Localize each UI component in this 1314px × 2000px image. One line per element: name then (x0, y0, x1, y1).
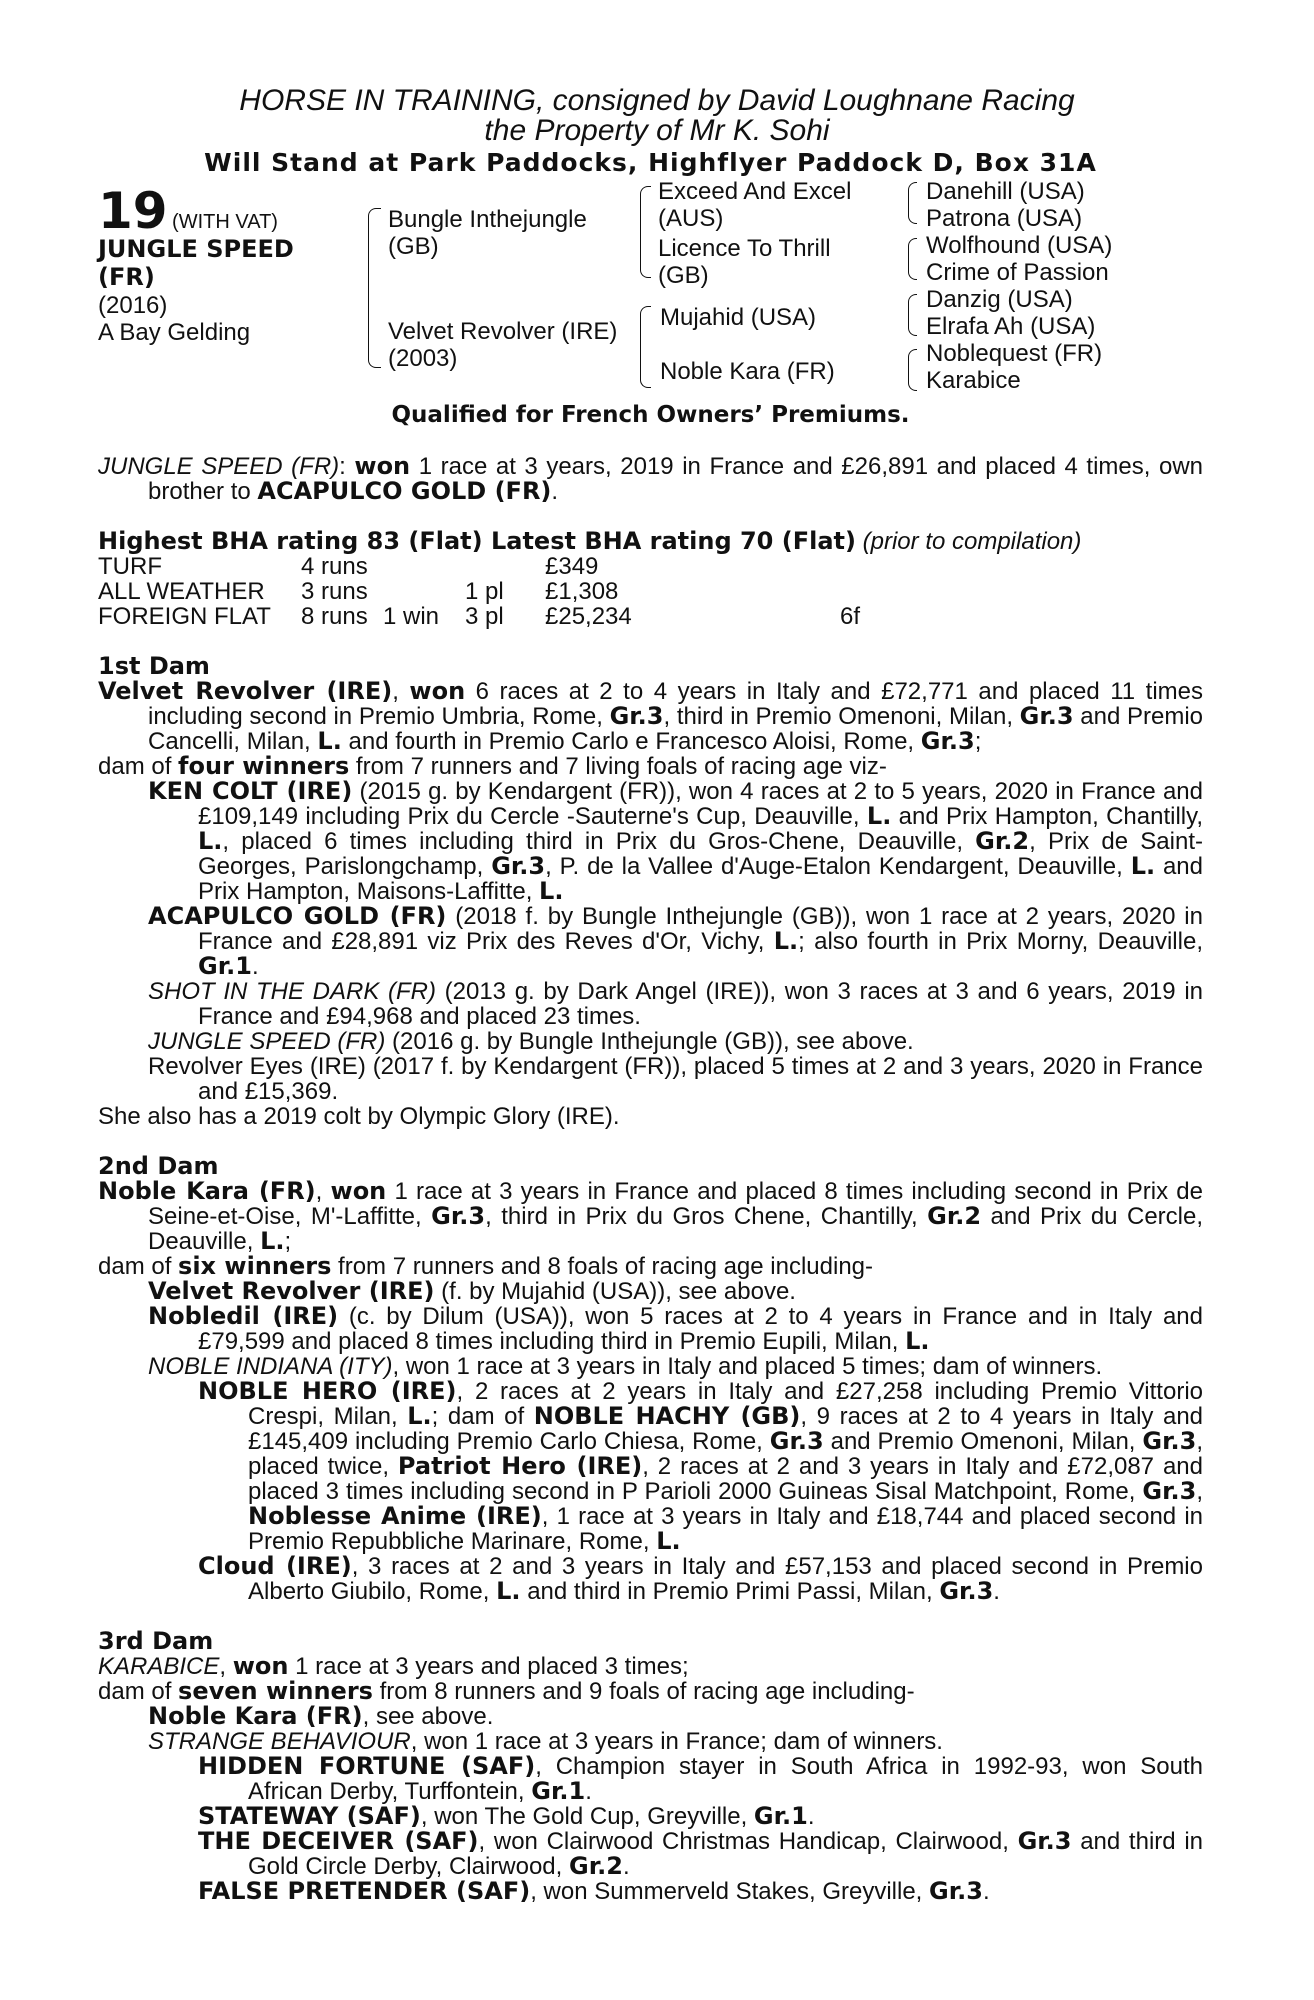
page-title-line1: HORSE IN TRAINING, consigned by David Loughnane Racing (239, 84, 1075, 117)
race-record-table (98, 554, 860, 629)
sire-sire-origin: (AUS) (658, 205, 724, 232)
produce-entry: Nobledil (IRE) (c. by Dilum (USA)), won 5 races at 2 to 4 years in France and in Italy and £79,599 and placed 8 times including third in Premio Eupili, Milan, L. (148, 1302, 1203, 1355)
pedigree-gen3 (926, 178, 1112, 394)
third-dam-record: KARABICE, won 1 race at 3 years and placed 3 times; (98, 1652, 689, 1680)
race-record-row: FOREIGN FLAT 8 runs 1 win 3 pl £25,234 6f (98, 603, 861, 630)
grand-produce-entry: HIDDEN FORTUNE (SAF), Champion stayer in South Africa in 1992-93, won South African Derby, Turffontein, Gr.1. (198, 1752, 1204, 1805)
gen3-3: Wolfhound (USA) (926, 232, 1113, 259)
stand-location: Will Stand at Park Paddocks, Highflyer Paddock D, Box 31A (204, 148, 1097, 177)
sire-name: Bungle Inthejungle (388, 206, 587, 233)
gen3-4: Crime of Passion (926, 259, 1109, 286)
second-dam-heading: 2nd Dam (98, 1152, 219, 1180)
dam-name: Velvet Revolver (IRE) (388, 318, 618, 345)
grand-produce-entry: FALSE PRETENDER (SAF), won Summerveld Stakes, Greyville, Gr.3. (198, 1877, 990, 1905)
page-title-line2: the Property of Mr K. Sohi (484, 114, 830, 147)
gen3-7: Noblequest (FR) (926, 340, 1103, 367)
produce-entry: Velvet Revolver (IRE) (f. by Mujahid (USA)), see above. (148, 1277, 796, 1305)
produce-entry: Noble Kara (FR), see above. (148, 1702, 494, 1730)
horse-name-line2: (FR) (98, 263, 155, 291)
race-record-row: TURF 4 runs £349 (98, 553, 599, 580)
gen3-2: Patrona (USA) (926, 205, 1083, 232)
gen3-6: Elrafa Ah (USA) (926, 313, 1096, 340)
pedigree-dam-sire: Mujahid (USA) (660, 304, 817, 331)
produce-entry: ACAPULCO GOLD (FR) (2018 f. by Bungle Inthejungle (GB)), won 1 race at 2 years, 2020 in France and £28,891 viz Prix des Reves d'Or, Vichy, L.; also fourth in Prix Morny, Deauville, Gr.1. (148, 902, 1203, 980)
pedigree-dam (388, 318, 617, 372)
sire-origin: (GB) (388, 233, 439, 260)
grand-produce-entry: Cloud (IRE), 3 races at 2 and 3 years in Italy and £57,153 and placed second in Premio Alberto Giubilo, Rome, L. and third in Premio Primi Passi, Milan, Gr.3. (198, 1552, 1203, 1605)
second-dam-produce-summary: dam of six winners from 7 runners and 8 foals of racing age including- (98, 1252, 874, 1280)
pedigree-brace-g3-2 (908, 238, 917, 280)
sire-sire-name: Exceed And Excel (658, 178, 852, 205)
produce-entry: Revolver Eyes (IRE) (2017 f. by Kendargent (FR)), placed 5 times at 2 and 3 years, 2020 in France and £15,369. (148, 1053, 1203, 1105)
third-dam-heading: 3rd Dam (98, 1627, 214, 1655)
sire-dam-origin: (GB) (658, 262, 709, 289)
horse-name-line1: JUNGLE SPEED (98, 235, 294, 263)
sire-dam-name: Licence To Thrill (658, 235, 831, 262)
pedigree-sire (388, 206, 587, 260)
dam-year: (2003) (388, 345, 458, 372)
produce-entry: SHOT IN THE DARK (FR) (2013 g. by Dark Angel (IRE)), won 3 races at 3 and 6 years, 2019 in France and £94,968 and placed 23 times. (148, 978, 1203, 1030)
pedigree-brace-dam (640, 306, 651, 388)
grand-produce-entry: NOBLE HERO (IRE), 2 races at 2 years in Italy and £27,258 including Premio Vittorio Crespi, Milan, L.; dam of NOBLE HACHY (GB), 9 races at 2 to 4 years in Italy and £145,409 including Premio Carlo Chiesa, Rome, Gr.3 and Premio Omenoni, Milan, Gr.3, placed twice, Patriot Hero (IRE), 2 races at 2 and 3 years in Italy and £72,087 and placed 3 times including second in P Parioli 2000 Guineas Sisal Matchpoint, Rome, Gr.3, Noblesse Anime (IRE), 1 race at 3 years in Italy and £18,744 and placed second in Premio Repubbliche Marinare, Rome, L. (198, 1377, 1204, 1555)
pedigree-sire-dam (658, 235, 831, 289)
second-dam-record: Noble Kara (FR), won 1 race at 3 years in France and placed 8 times including second in Prix de Seine-et-Oise, M'-Laffitte, Gr.3, third in Prix du Gros Chene, Chantilly, Gr.2 and Prix du Cercle, Deauville, L.; (98, 1177, 1204, 1255)
third-dam-produce-summary: dam of seven winners from 8 runners and 9 foals of racing age including- (98, 1677, 915, 1705)
produce-entry: KEN COLT (IRE) (2015 g. by Kendargent (FR)), won 4 races at 2 to 5 years, 2020 in France and £109,149 including Prix du Cercle -Sauterne's Cup, Deauville, L. and Prix Hampton, Chantilly, L., placed 6 times including third in Prix du Gros-Chene, Deauville, Gr.2, Prix de Saint-Georges, Parislongchamp, Gr.3, P. de la Vallee d'Auge-Etalon Kendargent, Deauville, L. and Prix Hampton, Maisons-Laffitte, L. (148, 777, 1204, 905)
first-dam-produce-summary: dam of four winners from 7 runners and 7 living foals of racing age viz- (98, 752, 887, 780)
pedigree-dam-dam: Noble Kara (FR) (660, 358, 835, 385)
gen3-1: Danehill (USA) (926, 178, 1085, 205)
lot-number: 19 (98, 182, 168, 240)
qualified-note: Qualified for French Owners’ Premiums. (391, 402, 910, 428)
grand-produce-entry: THE DECEIVER (SAF), won Clairwood Christmas Handicap, Clairwood, Gr.3 and third in Gold Circle Derby, Clairwood, Gr.2. (198, 1827, 1203, 1880)
pedigree-brace-g3-4 (908, 349, 917, 391)
vat-note: (WITH VAT) (172, 211, 278, 233)
first-dam-heading: 1st Dam (98, 652, 210, 680)
catalogue-body (98, 454, 1203, 1904)
gen3-5: Danzig (USA) (926, 286, 1073, 313)
pedigree-sire-sire (658, 178, 851, 232)
grand-produce-entry: STATEWAY (SAF), won The Gold Cup, Greyville, Gr.1. (198, 1802, 815, 1830)
lot-number-line (98, 182, 278, 240)
foaling-year: (2016) (98, 292, 168, 319)
pedigree-brace-main (368, 208, 381, 368)
pedigree-brace-g3-3 (908, 294, 917, 336)
pedigree-brace-sire (640, 186, 651, 278)
ratings-heading: Highest BHA rating 83 (Flat) Latest BHA rating 70 (Flat) (prior to compilation) (98, 527, 1082, 555)
horse-summary: JUNGLE SPEED (FR): won 1 race at 3 years, 2019 in France and £26,891 and placed 4 times, own brother to ACAPULCO GOLD (FR). (98, 452, 1203, 505)
produce-entry: NOBLE INDIANA (ITY), won 1 race at 3 years in Italy and placed 5 times; dam of winners. (148, 1353, 1103, 1380)
first-dam-foal-note: She also has a 2019 colt by Olympic Glory (IRE). (98, 1103, 620, 1130)
produce-entry: JUNGLE SPEED (FR) (2016 g. by Bungle Inthejungle (GB)), see above. (148, 1028, 914, 1055)
produce-entry: STRANGE BEHAVIOUR, won 1 race at 3 years in France; dam of winners. (148, 1728, 943, 1755)
gen3-8: Karabice (926, 367, 1021, 394)
race-record-row: ALL WEATHER 3 runs 1 pl £1,308 (98, 578, 619, 605)
horse-description: A Bay Gelding (98, 319, 251, 346)
pedigree-brace-g3-1 (908, 182, 917, 224)
first-dam-record: Velvet Revolver (IRE), won 6 races at 2 to 4 years in Italy and £72,771 and placed 11 times including second in Premio Umbria, Rome, Gr.3, third in Premio Omenoni, Milan, Gr.3 and Premio Cancelli, Milan, L. and fourth in Premio Carlo e Francesco Aloisi, Rome, Gr.3; (98, 677, 1203, 755)
